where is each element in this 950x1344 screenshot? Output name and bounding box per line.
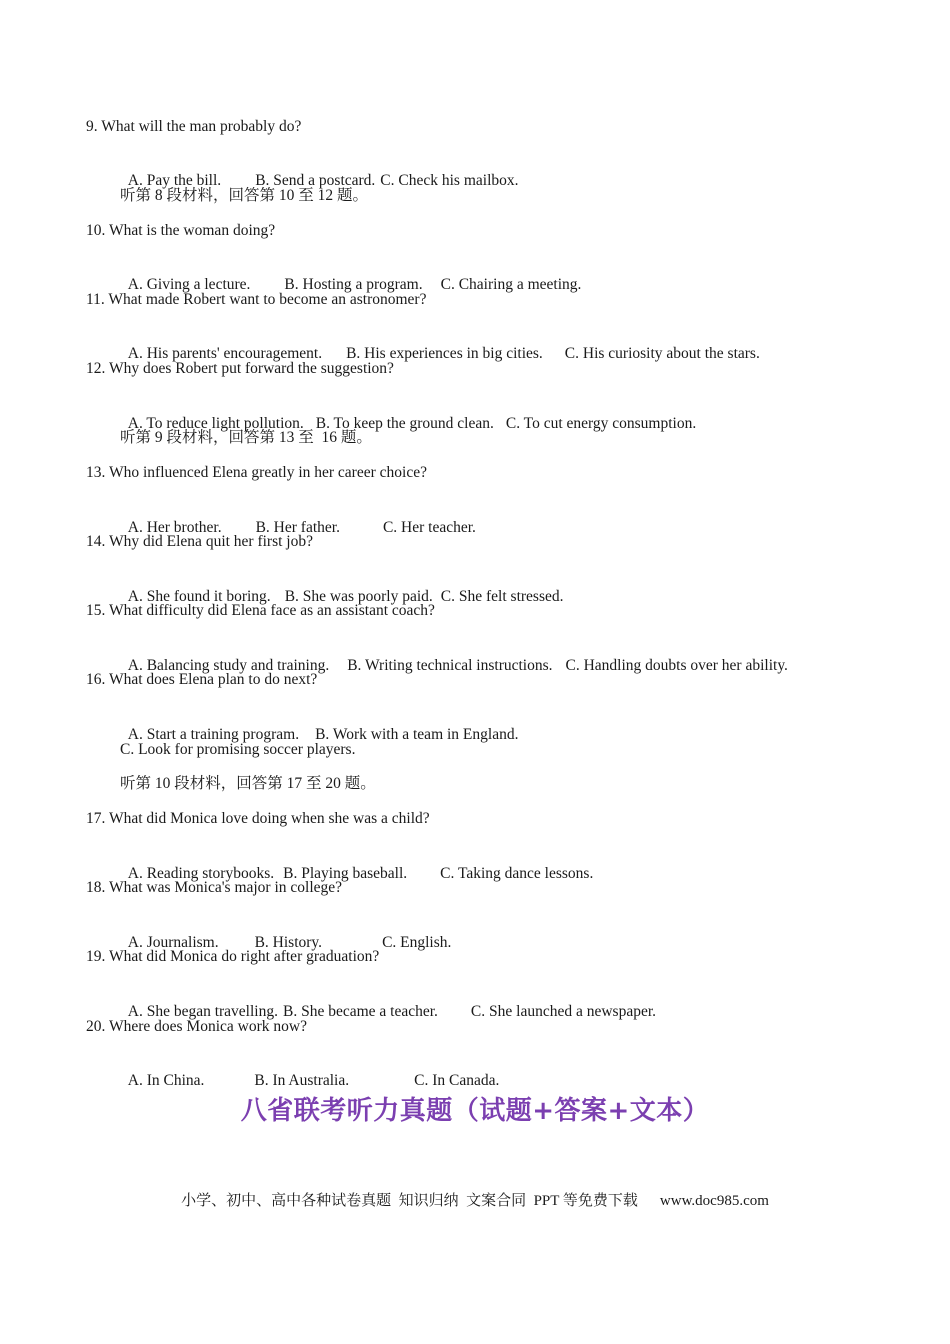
- option-a: A. Her brother.: [127, 519, 222, 536]
- option-c: C. His curiosity about the stars.: [564, 345, 760, 362]
- option-a: A. Giving a lecture.: [127, 276, 251, 293]
- options-11: [120, 324, 760, 364]
- option-c: C. Her teacher.: [382, 519, 476, 536]
- section-heading-10: 听第 10 段材料，回答第 17 至 20 题。: [120, 775, 376, 792]
- footer-text: 小学、初中、高中各种试卷真题 知识归纳 文案合同 PPT 等免费下载: [181, 1193, 638, 1209]
- option-c: C. To cut energy consumption.: [505, 415, 697, 432]
- promo-banner-title: 八省联考听力真题（试题+答案+文本）: [240, 1096, 710, 1126]
- question-16: 16. What does Elena plan to do next?: [86, 671, 318, 688]
- options-9: [120, 151, 519, 191]
- option-a: A. She found it boring.: [127, 588, 271, 605]
- option-c-16: C. Look for promising soccer players.: [120, 741, 356, 758]
- option-a: A. Pay the bill.: [127, 172, 222, 189]
- options-19: [120, 982, 656, 1022]
- question-19: 19. What did Monica do right after graduation?: [86, 948, 380, 965]
- option-c: C. She launched a newspaper.: [470, 1003, 657, 1020]
- option-a: A. Reading storybooks.: [127, 865, 275, 882]
- option-b: B. In Australia.: [254, 1072, 350, 1089]
- option-b: B. History.: [254, 934, 323, 951]
- option-c: C. She felt stressed.: [440, 588, 564, 605]
- question-12: 12. Why does Robert put forward the suggestion?: [86, 360, 394, 377]
- section-heading-9: 听第 9 段材料，回答第 13 至 16 题。: [120, 429, 372, 446]
- option-b: B. To keep the ground clean.: [315, 415, 494, 432]
- section-heading-8: 听第 8 段材料，回答第 10 至 12 题。: [120, 187, 369, 204]
- option-a: A. In China.: [127, 1072, 205, 1089]
- question-11: 11. What made Robert want to become an astronomer?: [86, 291, 427, 308]
- option-b: B. Writing technical instructions.: [347, 657, 553, 674]
- option-b: B. Hosting a program.: [284, 276, 423, 293]
- option-a: A. Start a training program.: [127, 726, 300, 743]
- option-b: B. Playing baseball.: [283, 865, 408, 882]
- option-a: A. She began travelling.: [127, 1003, 278, 1020]
- option-b: B. She became a teacher.: [282, 1003, 438, 1020]
- options-20: [120, 1051, 499, 1091]
- option-c: C. Taking dance lessons.: [440, 865, 594, 882]
- option-c: C. Chairing a meeting.: [440, 276, 582, 293]
- options-10: [120, 255, 581, 295]
- option-a: A. Balancing study and training.: [127, 657, 330, 674]
- question-15: 15. What difficulty did Elena face as an assistant coach?: [86, 602, 435, 619]
- option-a: A. His parents' encouragement.: [127, 345, 323, 362]
- option-c: C. Handling doubts over her ability.: [565, 657, 788, 674]
- option-b: B. She was poorly paid.: [284, 588, 433, 605]
- question-9: 9. What will the man probably do?: [86, 118, 302, 135]
- option-b: B. Work with a team in England.: [315, 726, 519, 743]
- option-c: C. In Canada.: [414, 1072, 500, 1089]
- option-b: B. Send a postcard.: [255, 172, 376, 189]
- option-c: C. Check his mailbox.: [380, 172, 519, 189]
- question-10: 10. What is the woman doing?: [86, 222, 276, 239]
- page-footer: [0, 1191, 950, 1211]
- footer-url[interactable]: www.doc985.com: [659, 1193, 769, 1209]
- question-14: 14. Why did Elena quit her first job?: [86, 533, 313, 550]
- question-18: 18. What was Monica's major in college?: [86, 879, 343, 896]
- question-17: 17. What did Monica love doing when she was a child?: [86, 810, 430, 827]
- options-16: [120, 705, 518, 745]
- option-c: C. English.: [382, 934, 452, 951]
- option-a: A. Journalism.: [127, 934, 219, 951]
- option-b: B. Her father.: [255, 519, 340, 536]
- option-a: A. To reduce light pollution.: [127, 415, 304, 432]
- option-b: B. His experiences in big cities.: [346, 345, 543, 362]
- question-13: 13. Who influenced Elena greatly in her career choice?: [86, 464, 427, 481]
- question-20: 20. Where does Monica work now?: [86, 1018, 307, 1035]
